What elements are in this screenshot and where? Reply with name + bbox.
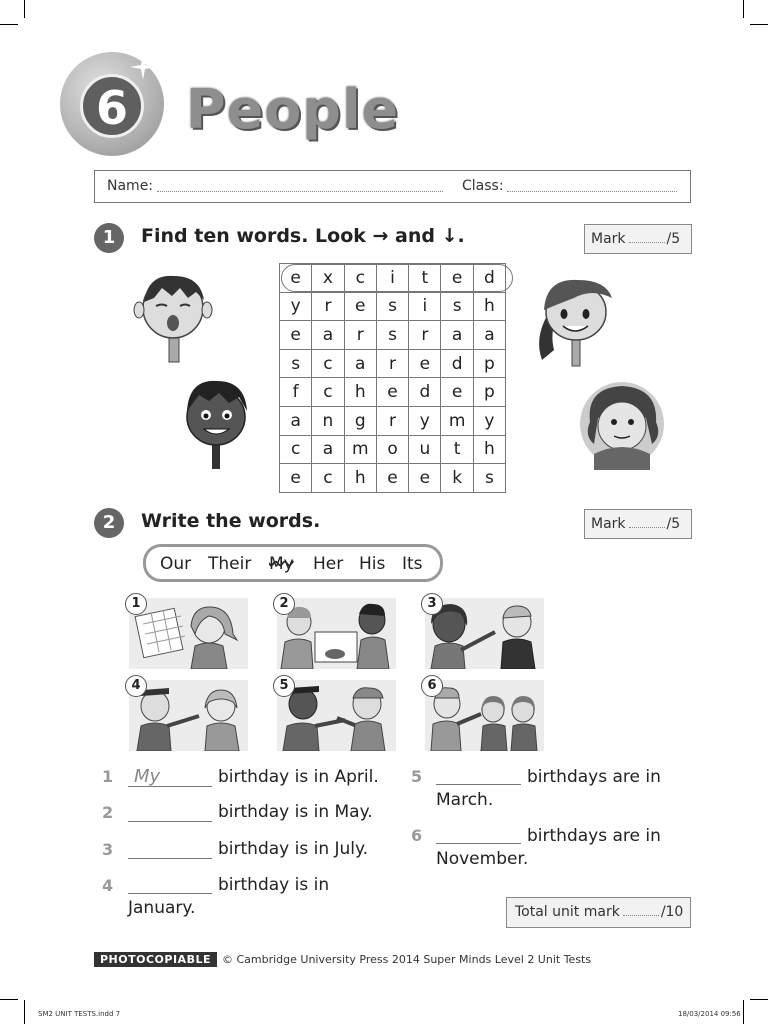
word-search-grid: [279, 263, 506, 493]
grid-letter[interactable]: g: [344, 406, 376, 435]
grid-letter[interactable]: a: [441, 321, 473, 350]
picture-number: 5: [273, 675, 295, 697]
picture-number: 4: [125, 675, 147, 697]
grid-letter[interactable]: y: [280, 292, 312, 321]
grid-letter[interactable]: e: [441, 378, 473, 407]
grid-letter[interactable]: e: [376, 464, 408, 493]
grid-letter[interactable]: p: [473, 349, 505, 378]
grid-letter[interactable]: k: [441, 464, 473, 493]
crop-mark: [0, 999, 18, 1000]
grid-letter[interactable]: e: [280, 321, 312, 350]
sentence-4-blank[interactable]: [128, 893, 212, 894]
sentence-5-continuation: March.: [436, 790, 494, 810]
unit-badge-inner: [80, 74, 144, 138]
photocopiable-badge: PHOTOCOPIABLE: [94, 952, 217, 967]
picture-number: 6: [421, 675, 443, 697]
sentence-2-text: birthday is in May.: [218, 802, 373, 822]
word-bank-item: His: [359, 554, 386, 574]
copyright-text: © Cambridge University Press 2014 Super Minds Level 2 Unit Tests: [221, 953, 592, 966]
grid-letter[interactable]: t: [409, 264, 441, 293]
grid-letter[interactable]: s: [376, 321, 408, 350]
grid-letter[interactable]: r: [376, 406, 408, 435]
sentence-5-text: birthdays are in: [527, 767, 661, 787]
grid-letter[interactable]: e: [376, 378, 408, 407]
grid-letter[interactable]: a: [280, 406, 312, 435]
picture-3-girl-pointing-at-boy: [425, 598, 544, 669]
picture-6-boy-pointing-at-twin-girls: [425, 680, 544, 751]
grid-letter[interactable]: i: [409, 292, 441, 321]
grid-row: [280, 349, 506, 378]
grid-letter[interactable]: h: [344, 378, 376, 407]
unit-badge: [60, 52, 164, 156]
sentence-1-example-answer: My: [134, 766, 161, 787]
grid-letter[interactable]: s: [473, 464, 505, 493]
grid-letter[interactable]: y: [409, 406, 441, 435]
picture-5-two-boys-pointing: [277, 680, 396, 751]
grid-letter[interactable]: r: [409, 321, 441, 350]
grid-row: [280, 292, 506, 321]
sentence-2-blank[interactable]: [128, 821, 212, 822]
crop-mark: [24, 0, 25, 18]
sentence-1-number: 1: [102, 767, 114, 786]
grid-letter[interactable]: a: [473, 321, 505, 350]
mark-out-of: /5: [666, 516, 681, 532]
grid-letter[interactable]: e: [280, 264, 312, 293]
crop-mark: [24, 1000, 25, 1024]
mark-field[interactable]: [629, 527, 665, 528]
exercise-1-number: 1: [94, 223, 124, 253]
date-slug: 18/03/2014 09:56: [678, 1010, 741, 1018]
grid-letter[interactable]: h: [344, 464, 376, 493]
crop-mark: [743, 0, 744, 18]
grid-row: [280, 321, 506, 350]
grid-letter[interactable]: c: [312, 464, 344, 493]
mark-label: Mark: [591, 516, 626, 532]
sentence-4-number: 4: [102, 876, 114, 895]
grid-letter[interactable]: m: [441, 406, 473, 435]
class-field[interactable]: [507, 191, 677, 192]
grid-letter[interactable]: d: [473, 264, 505, 293]
grid-letter[interactable]: e: [280, 464, 312, 493]
exercise-2-title: Write the words.: [141, 510, 321, 532]
grid-letter[interactable]: h: [473, 292, 505, 321]
grid-letter[interactable]: m: [344, 435, 376, 464]
example-answer-circle: [281, 264, 513, 292]
total-label: Total unit mark: [515, 904, 620, 920]
grid-letter[interactable]: r: [312, 292, 344, 321]
file-slug: SM2 UNIT TESTS.indd 7: [38, 1010, 121, 1018]
grid-letter[interactable]: r: [344, 321, 376, 350]
total-field[interactable]: [623, 915, 659, 916]
exercise-1-mark-box: [584, 224, 692, 254]
picture-number: 1: [125, 593, 147, 615]
crop-mark: [750, 999, 768, 1000]
sentence-6-number: 6: [411, 826, 423, 845]
name-field[interactable]: [157, 191, 443, 192]
grid-letter[interactable]: e: [409, 464, 441, 493]
word-bank-item-used: My: [269, 554, 294, 574]
grid-letter[interactable]: r: [376, 349, 408, 378]
girl-face-thinking-icon: [576, 378, 668, 472]
grid-letter[interactable]: s: [280, 349, 312, 378]
grid-row: [280, 435, 506, 464]
unit-title: People: [186, 78, 400, 141]
name-label: Name:: [107, 178, 154, 194]
grid-letter[interactable]: i: [376, 264, 408, 293]
grid-letter[interactable]: s: [441, 292, 473, 321]
sentence-4-continuation: January.: [128, 898, 196, 918]
grid-letter[interactable]: e: [344, 292, 376, 321]
grid-letter[interactable]: e: [409, 349, 441, 378]
picture-2-boys-with-hamster: [277, 598, 396, 669]
grid-letter[interactable]: e: [441, 264, 473, 293]
grid-letter[interactable]: n: [312, 406, 344, 435]
boy-face-happy-icon: [175, 375, 257, 471]
grid-letter[interactable]: a: [344, 349, 376, 378]
crop-mark: [750, 24, 768, 25]
girl-face-smiling-icon: [528, 274, 618, 368]
picture-number: 3: [421, 593, 443, 615]
grid-letter[interactable]: a: [312, 321, 344, 350]
sentence-3-text: birthday is in July.: [218, 839, 369, 859]
unit-number: 6: [95, 81, 128, 135]
picture-4-boy-pointing-at-girl: [129, 680, 248, 751]
grid-letter[interactable]: c: [344, 264, 376, 293]
word-bank-item: Her: [313, 554, 344, 574]
sparkle-icon: [130, 54, 156, 80]
grid-row: [280, 378, 506, 407]
grid-letter[interactable]: c: [312, 378, 344, 407]
sentence-3-number: 3: [102, 840, 114, 859]
crop-mark: [743, 1000, 744, 1024]
footer: [94, 952, 591, 967]
grid-row: [280, 406, 506, 435]
sentence-4-text: birthday is in: [218, 875, 330, 895]
grid-letter[interactable]: c: [312, 349, 344, 378]
sentence-6-continuation: November.: [436, 849, 529, 869]
exercise-1-title: Find ten words. Look → and ↓.: [141, 225, 465, 247]
sentence-6-blank[interactable]: [436, 843, 521, 844]
grid-letter[interactable]: p: [473, 378, 505, 407]
picture-number: 2: [273, 593, 295, 615]
grid-letter[interactable]: s: [376, 292, 408, 321]
word-bank: [143, 544, 443, 582]
grid-row: [280, 464, 506, 493]
grid-letter[interactable]: d: [409, 378, 441, 407]
grid-letter[interactable]: x: [312, 264, 344, 293]
word-bank-item: Their: [208, 554, 252, 574]
class-label: Class:: [462, 178, 504, 194]
grid-letter[interactable]: h: [473, 435, 505, 464]
picture-1-girl-with-calendar: [129, 598, 248, 669]
grid-letter[interactable]: c: [280, 435, 312, 464]
exercise-2-number: 2: [94, 508, 124, 538]
sentence-3-blank[interactable]: [128, 858, 212, 859]
sentence-6-text: birthdays are in: [527, 826, 661, 846]
grid-letter[interactable]: o: [376, 435, 408, 464]
grid-letter[interactable]: u: [409, 435, 441, 464]
name-class-box: [94, 170, 691, 203]
sentence-5-blank[interactable]: [436, 784, 521, 785]
total-out-of: /10: [660, 904, 684, 920]
total-mark-box: [506, 897, 691, 928]
boy-face-tired-icon: [132, 268, 214, 364]
grid-letter[interactable]: t: [441, 435, 473, 464]
mark-out-of: /5: [666, 231, 681, 247]
grid-letter[interactable]: a: [312, 435, 344, 464]
sentence-1-blank[interactable]: [128, 786, 212, 787]
mark-label: Mark: [591, 231, 626, 247]
crop-mark: [0, 24, 18, 25]
grid-letter[interactable]: y: [473, 406, 505, 435]
grid-letter[interactable]: f: [280, 378, 312, 407]
word-bank-item: Our: [160, 554, 192, 574]
sentence-1-text: birthday is in April.: [218, 767, 379, 787]
exercise-2-mark-box: [584, 509, 692, 539]
mark-field[interactable]: [629, 242, 665, 243]
grid-letter[interactable]: d: [441, 349, 473, 378]
sentence-2-number: 2: [102, 803, 114, 822]
word-bank-item: Its: [402, 554, 423, 574]
sentence-5-number: 5: [411, 767, 423, 786]
